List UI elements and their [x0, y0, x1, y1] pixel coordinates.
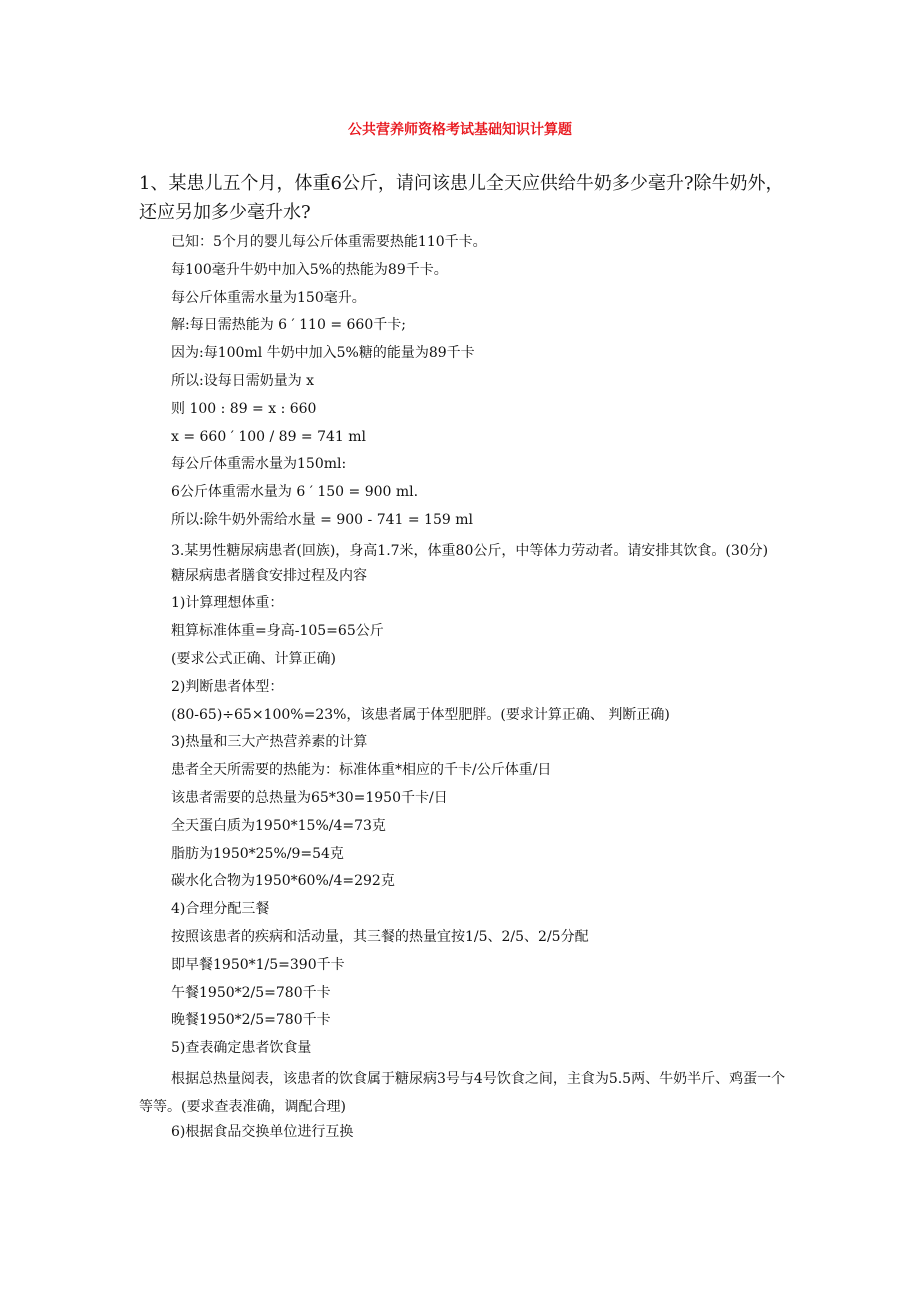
q3-solution	[139, 566, 789, 1066]
body-line: 每100毫升牛奶中加入5%的热能为89千卡。	[171, 261, 448, 278]
document-title: 公共营养师资格考试基础知识计算题	[348, 122, 572, 138]
body-line: 碳水化合物为1950*60%/4=292克	[171, 873, 395, 890]
step-5-detail: 根据总热量阅表，该患者的饮食属于糖尿病3号与4号饮食之间，主食为5.5两、牛奶半斤、鸡蛋一个等等。(要求查表准确，调配合理)	[139, 1070, 786, 1115]
body-line: 所以:设每日需奶量为 x	[171, 372, 315, 389]
body-line: 脂肪为1950*25%/9=54克	[171, 845, 344, 862]
question-1-heading: 1、某患儿五个月，体重6公斤，请问该患儿全天应供给牛奶多少毫升?除牛奶外，还应另加多少毫升水?	[139, 173, 784, 223]
question-3-heading: 3.某男性糖尿病患者(回族)，身高1.7米，体重80公斤，中等体力劳动者。请安排其饮食。(30分)	[171, 542, 769, 559]
body-line: 1)计算理想体重：	[171, 595, 284, 612]
body-line: 解:每日需热能为 6 ′ 110 = 660千卡;	[171, 317, 406, 334]
body-line: 午餐1950*2/5=780千卡	[171, 984, 331, 1001]
body-line: 晚餐1950*2/5=780千卡	[171, 1012, 331, 1029]
body-line: 按照该患者的疾病和活动量，其三餐的热量宜按1/5、2/5、2/5分配	[171, 928, 589, 945]
body-line: 则 100 : 89 = x : 660	[171, 400, 317, 417]
body-line: 每公斤体重需水量为150毫升。	[171, 289, 366, 306]
body-line: 全天蛋白质为1950*15%/4=73克	[171, 817, 386, 834]
body-line: 3)热量和三大产热营养素的计算	[171, 734, 368, 751]
body-line: (要求公式正确、计算正确)	[171, 650, 336, 667]
body-line: 2)判断患者体型：	[171, 678, 284, 695]
document-body	[139, 232, 789, 1149]
body-line: 5)查表确定患者饮食量	[171, 1040, 312, 1057]
body-line: 所以:除牛奶外需给水量 = 900 - 741 = 159 ml	[171, 511, 473, 528]
body-line: 4)合理分配三餐	[171, 901, 270, 918]
body-line: 因为:每100ml 牛奶中加入5%糖的能量为89千卡	[171, 345, 475, 362]
body-line: x = 660 ′ 100 / 89 = 741 ml	[171, 428, 367, 445]
body-line: 即早餐1950*1/5=390千卡	[171, 956, 345, 973]
body-line: 该患者需要的总热量为65*30=1950千卡/日	[171, 789, 448, 806]
body-line: 每公斤体重需水量为150ml:	[171, 456, 347, 473]
body-line: 患者全天所需要的热能为：标准体重*相应的千卡/公斤体重/日	[171, 762, 552, 779]
body-line: 6公斤体重需水量为 6 ′ 150 = 900 ml.	[171, 484, 419, 501]
q1-solution	[139, 232, 789, 538]
body-line: 已知：5个月的婴儿每公斤体重需要热能110千卡。	[171, 234, 487, 250]
step-6-heading: 6)根据食品交换单位进行互换	[171, 1123, 354, 1140]
body-line: (80-65)÷65×100%=23%，该患者属于体型肥胖。(要求计算正确、 判断正确)	[171, 706, 670, 723]
body-line: 糖尿病患者膳食安排过程及内容	[171, 567, 367, 584]
body-line: 粗算标准体重=身高-105=65公斤	[171, 623, 384, 640]
